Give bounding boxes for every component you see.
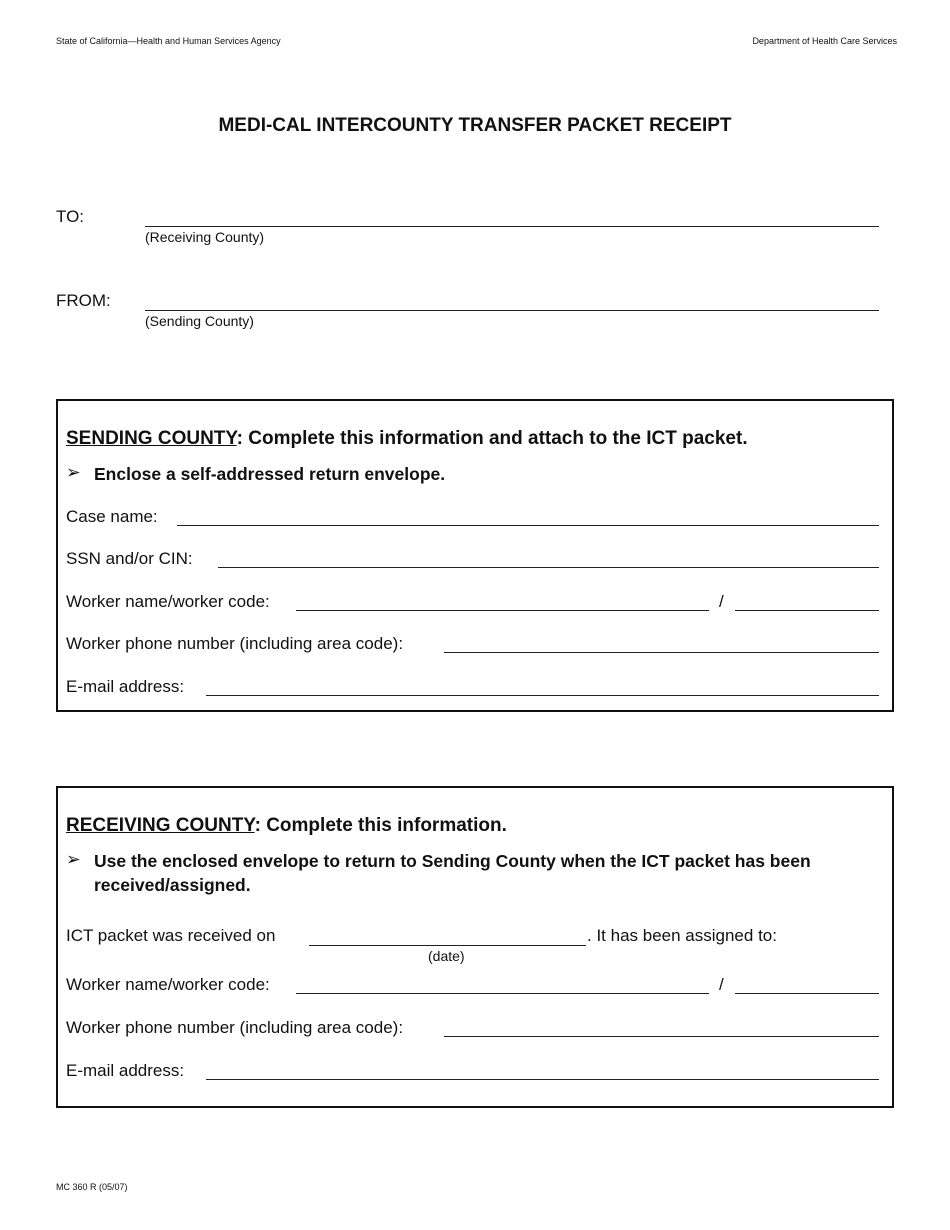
sending-heading-text: : Complete this information and attach to the ICT packet. <box>236 428 748 449</box>
received-on-label: ICT packet was received on <box>66 926 276 945</box>
receiving-heading <box>66 815 507 837</box>
form-number: MC 360 R (05/07) <box>56 1182 128 1192</box>
receiving-bullet <box>66 849 876 899</box>
ssn-cin-field[interactable] <box>218 567 879 568</box>
page-title: MEDI-CAL INTERCOUNTY TRANSFER PACKET RECEIPT <box>218 115 732 136</box>
worker-name-field[interactable] <box>296 610 709 611</box>
arrow-bullet-icon: ➢ <box>66 849 81 869</box>
sending-bullet-text: Enclose a self-addressed return envelope. <box>94 464 446 484</box>
receiving-worker-code-field[interactable] <box>735 993 879 994</box>
receiving-email-label: E-mail address: <box>66 1061 185 1080</box>
email-field[interactable] <box>206 695 879 696</box>
receiving-worker-name-field[interactable] <box>296 993 709 994</box>
receiving-worker-name-label: Worker name/worker code: <box>66 975 270 994</box>
date-caption: (date) <box>428 948 465 964</box>
sending-heading-label: SENDING COUNTY <box>66 428 237 449</box>
worker-phone-label: Worker phone number (including area code): <box>66 634 404 653</box>
sending-heading <box>66 428 748 450</box>
ssn-cin-label: SSN and/or CIN: <box>66 549 193 568</box>
arrow-bullet-icon: ➢ <box>66 462 81 482</box>
worker-code-separator: / <box>719 592 724 611</box>
assigned-to-label: . It has been assigned to: <box>587 926 777 945</box>
case-name-field[interactable] <box>177 525 879 526</box>
to-label: TO: <box>56 207 85 226</box>
worker-name-label: Worker name/worker code: <box>66 592 270 611</box>
from-field[interactable] <box>145 310 879 311</box>
receiving-bullet-text: Use the enclosed envelope to return to Sending County when the ICT packet has been received/assigned. <box>94 851 811 895</box>
agency-name: State of California—Health and Human Services Agency <box>56 36 281 46</box>
receiving-heading-text: : Complete this information. <box>254 815 507 836</box>
worker-phone-field[interactable] <box>444 652 879 653</box>
received-date-field[interactable] <box>309 945 586 946</box>
to-caption: (Receiving County) <box>145 229 265 245</box>
receiving-worker-phone-label: Worker phone number (including area code): <box>66 1018 404 1037</box>
receiving-worker-phone-field[interactable] <box>444 1036 879 1037</box>
case-name-label: Case name: <box>66 507 158 526</box>
from-caption: (Sending County) <box>145 313 254 329</box>
worker-code-field[interactable] <box>735 610 879 611</box>
email-label: E-mail address: <box>66 677 185 696</box>
receiving-email-field[interactable] <box>206 1079 879 1080</box>
to-field[interactable] <box>145 226 879 227</box>
department-name: Department of Health Care Services <box>752 36 897 46</box>
sending-bullet <box>66 462 876 488</box>
receiving-worker-code-separator: / <box>719 975 724 994</box>
receiving-county-section <box>56 786 894 1108</box>
receiving-heading-label: RECEIVING COUNTY <box>66 815 255 836</box>
from-label: FROM: <box>56 291 111 310</box>
sending-county-section <box>56 399 894 712</box>
